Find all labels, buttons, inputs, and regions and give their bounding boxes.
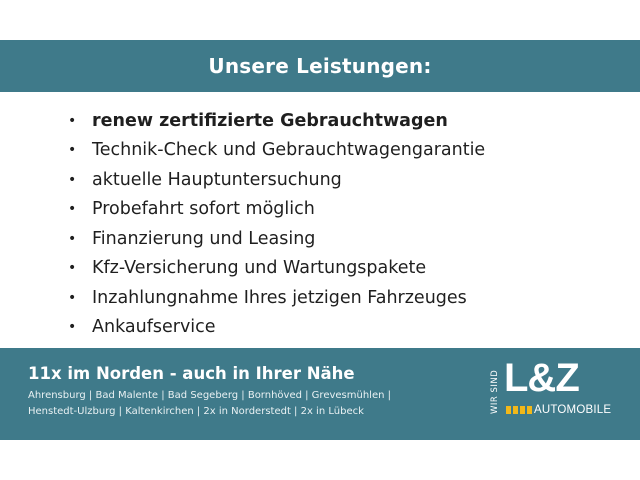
logo-tagline: WIR SIND — [490, 369, 500, 415]
bullet-icon: • — [68, 319, 77, 336]
service-label: Kfz-Versicherung und Wartungspakete — [92, 258, 427, 279]
list-item — [64, 254, 485, 284]
bullet-icon: • — [68, 260, 77, 277]
list-item — [64, 195, 485, 225]
locations-line: Henstedt-Ulzburg | Kaltenkirchen | 2x in Norderstedt | 2x in Lübeck — [28, 406, 364, 417]
footer-headline: 11x im Norden - auch in Ihrer Nähe — [28, 364, 355, 383]
list-item — [64, 313, 485, 343]
service-label: Technik-Check und Gebrauchtwagengarantie — [92, 140, 486, 161]
services-list — [64, 106, 485, 342]
bullet-icon: • — [68, 201, 77, 218]
list-item — [64, 136, 485, 166]
brand-logo — [490, 356, 620, 426]
logo-stripes-icon — [506, 406, 532, 414]
bullet-icon: • — [68, 289, 77, 306]
list-item — [64, 283, 485, 313]
locations-line: Ahrensburg | Bad Malente | Bad Segeberg | Bornhöved | Grevesmühlen | — [28, 390, 391, 401]
logo-subtitle: AUTOMOBILE — [534, 404, 612, 416]
service-label: Finanzierung und Leasing — [92, 228, 316, 249]
service-label: Probefahrt sofort möglich — [92, 199, 315, 220]
header-band — [0, 40, 640, 92]
logo-brand: L&Z — [504, 356, 579, 400]
bullet-icon: • — [68, 112, 77, 129]
bullet-icon: • — [68, 142, 77, 159]
service-label: Ankaufservice — [92, 317, 216, 338]
list-item — [64, 224, 485, 254]
service-label: renew zertifizierte Gebrauchtwagen — [92, 110, 448, 131]
locations-text — [28, 388, 428, 420]
footer-band — [0, 348, 640, 440]
list-item — [64, 165, 485, 195]
bullet-icon: • — [68, 171, 77, 188]
service-label: Inzahlungnahme Ihres jetzigen Fahrzeuges — [92, 287, 467, 308]
page-title: Unsere Leistungen: — [208, 54, 432, 78]
bullet-icon: • — [68, 230, 77, 247]
list-item — [64, 106, 485, 136]
service-label: aktuelle Hauptuntersuchung — [92, 169, 342, 190]
